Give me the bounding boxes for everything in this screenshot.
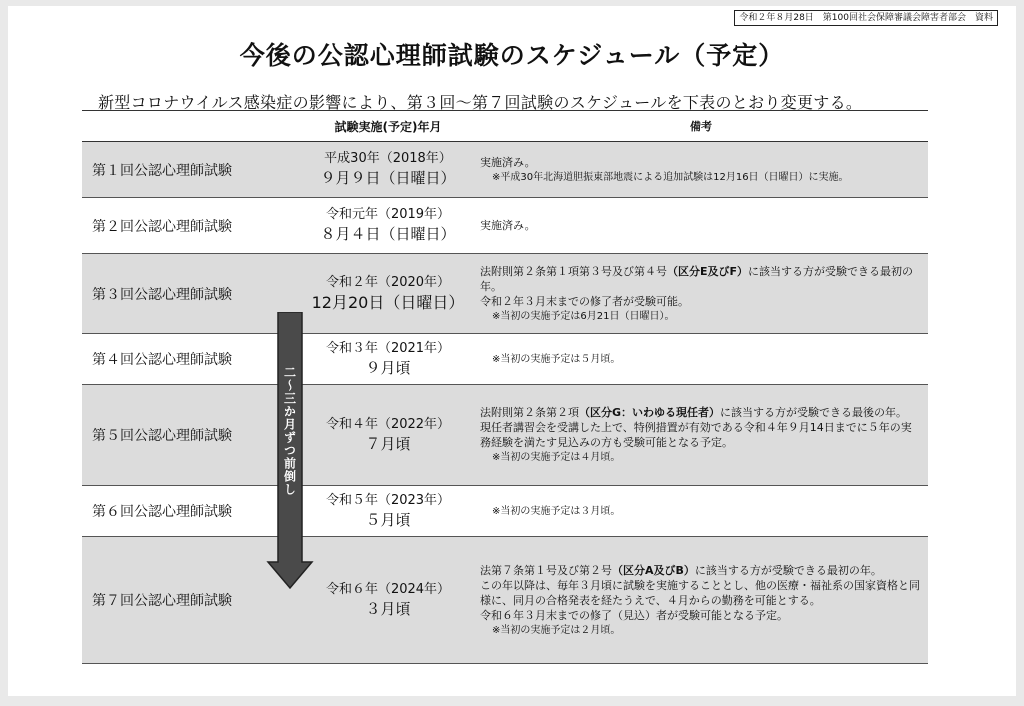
note-pre: 法第７条第１号及び第２号 [480, 563, 612, 577]
exam-note [472, 260, 928, 328]
schedule-table [82, 110, 928, 664]
note-post: に該当する方が受験できる最初の年。 [480, 264, 914, 293]
date-era: 令和３年（2021年） [325, 340, 451, 356]
note-pre: 法附則第２条第２項 [480, 406, 579, 419]
exam-date [304, 274, 472, 313]
table-row [82, 254, 928, 334]
exam-note [472, 401, 928, 469]
exam-name: 第３回公認心理師試験 [92, 286, 232, 303]
note-sub: ※当初の実施予定は４月頃。 [492, 452, 621, 463]
arrow-label: 二〜三か月ずつ前倒し [282, 365, 297, 496]
note-main: 実施済み。 [480, 155, 536, 169]
note-eligibility [480, 563, 922, 578]
exam-name: 第５回公認心理師試験 [92, 428, 232, 444]
exam-note [472, 214, 928, 237]
note-main: 実施済み。 [480, 219, 536, 232]
note-category: （区分G：いわゆる現任者） [579, 406, 721, 419]
table-row [82, 385, 928, 486]
date-day: ９月９日（日曜日） [320, 169, 456, 187]
exam-date [304, 206, 472, 245]
exam-date [304, 492, 472, 531]
note-sub: ※当初の実施予定は6月21日（日曜日）。 [492, 310, 675, 322]
table-row [82, 334, 928, 385]
table-header [82, 111, 928, 142]
date-day: ７月頃 [365, 434, 411, 453]
note-sub: ※当初の実施予定は３月頃。 [492, 505, 621, 517]
note-eligibility [480, 405, 922, 420]
exam-date [304, 150, 472, 189]
note-category: （区分A及びB） [612, 563, 695, 577]
page-title: 今後の公認心理師試験のスケジュール（予定） [239, 41, 785, 70]
exam-name: 第４回公認心理師試験 [92, 352, 232, 368]
date-era: 令和元年（2019年） [325, 207, 451, 222]
exam-note [472, 348, 928, 371]
exam-name: 第２回公認心理師試験 [92, 218, 232, 235]
exam-name: 第７回公認心理師試験 [92, 593, 232, 609]
table-row [82, 142, 928, 198]
exam-date [304, 581, 472, 620]
page-subtitle: 新型コロナウイルス感染症の影響により、第３回〜第７回試験のスケジュールを下表のとおり変更する。 [98, 93, 863, 112]
source-reference: 令和２年８月28日 第100回社会保障審議会障害者部会 資料 [734, 10, 998, 26]
exam-note [472, 559, 928, 642]
note-main: この年以降は、毎年３月頃に試験を実施することとし、他の医療・福祉系の国家資格と同様に、同月の合格発表を経たうえで、４月からの勤務を可能とする。 [480, 578, 920, 607]
date-day: ８月４日（日曜日） [320, 225, 456, 243]
date-era: 平成30年（2018年） [324, 151, 452, 166]
exam-date [304, 340, 472, 379]
note-sub: ※当初の実施予定は５月頃。 [492, 353, 621, 365]
header-date: 試験実施(予定)年月 [334, 119, 442, 134]
header-note: 備考 [690, 119, 712, 133]
date-day: ３月頃 [365, 599, 411, 618]
date-era: 令和６年（2024年） [325, 581, 451, 597]
note-eligibility [480, 264, 922, 294]
date-era: 令和２年（2020年） [325, 275, 451, 290]
note-main-2: 令和６年３月末までの修了（見込）者が受験可能となる予定。 [480, 608, 788, 622]
date-day: 12月20日（日曜日） [311, 293, 465, 312]
note-post: に該当する方が受験できる最初の年。 [694, 563, 882, 577]
exam-note [472, 500, 928, 523]
date-era: 令和５年（2023年） [325, 492, 451, 508]
date-era: 令和４年（2022年） [325, 416, 451, 432]
table-row [82, 198, 928, 254]
exam-date [304, 416, 472, 455]
table-row [82, 537, 928, 664]
note-pre: 法附則第２条第１項第３号及び第４号 [480, 264, 667, 278]
date-day: ９月頃 [365, 358, 411, 377]
note-main: 令和２年３月末までの修了者が受験可能。 [480, 294, 689, 308]
exam-name: 第１回公認心理師試験 [92, 162, 232, 179]
note-post: に該当する方が受験できる最後の年。 [720, 406, 908, 419]
exam-name: 第６回公認心理師試験 [92, 504, 232, 520]
note-sub: ※当初の実施予定は２月頃。 [492, 624, 621, 636]
exam-note [472, 151, 928, 189]
note-main: 現任者講習会を受講した上で、特例措置が有効である令和４年９月14日までに５年の実務経験を満たす見込みの方も受験可能となる予定。 [480, 421, 912, 449]
table-row [82, 486, 928, 537]
note-category: （区分E及びF） [667, 264, 749, 278]
date-day: ５月頃 [365, 510, 411, 529]
note-sub: ※平成30年北海道胆振東部地震による追加試験は12月16日（日曜日）に実施。 [492, 171, 849, 183]
